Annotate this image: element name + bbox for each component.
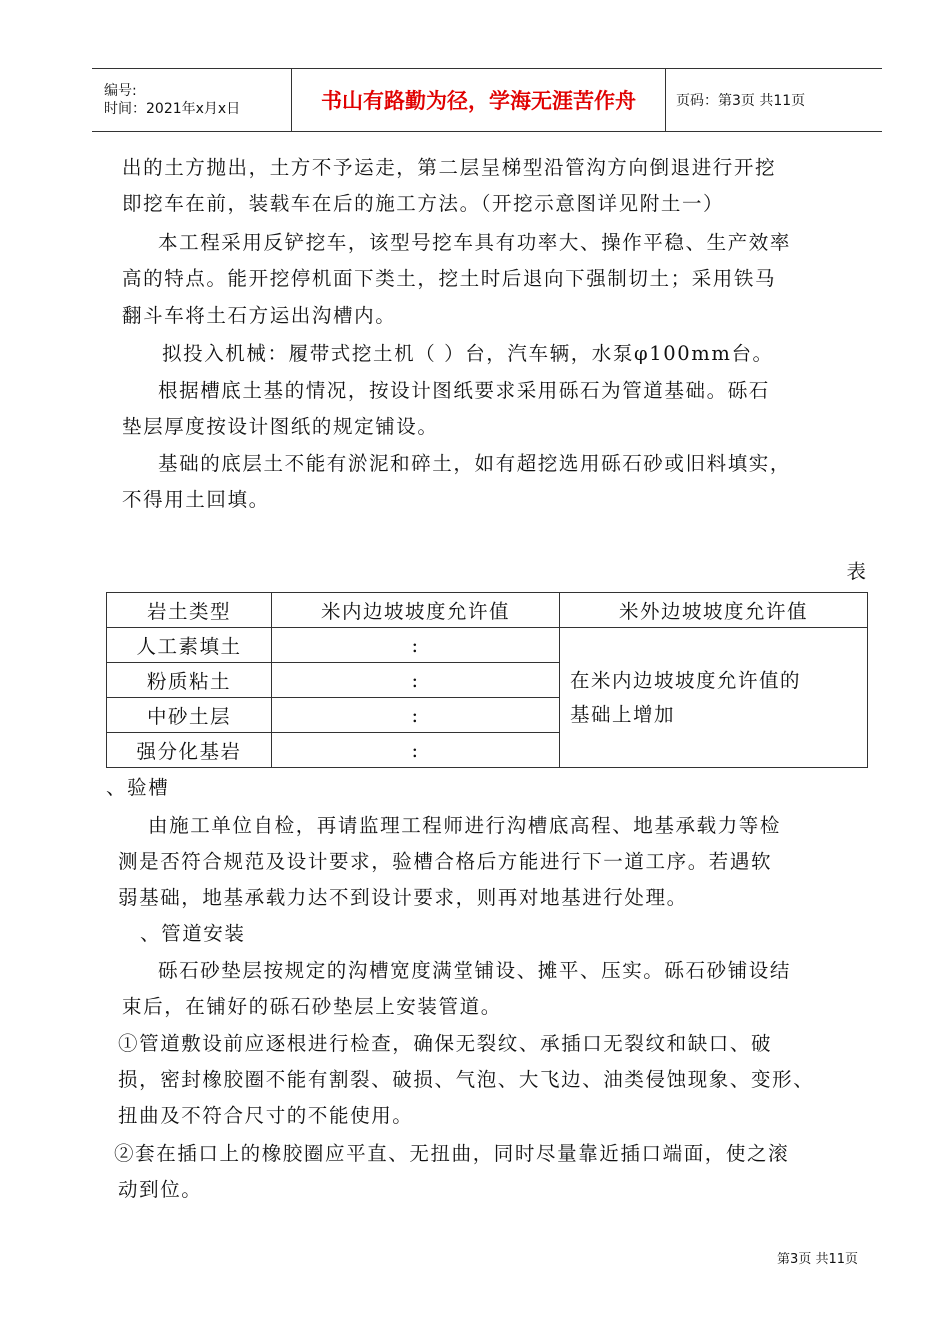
header-page-number <box>666 69 882 131</box>
header-page-text: 页码：第3页 共11页 <box>676 93 806 109</box>
paragraph-line: 损，密封橡胶圈不能有割裂、破损、气泡、大飞边、油类侵蚀现象、变形、 <box>118 1068 815 1091</box>
paragraph-line: 测是否符合规范及设计要求，验槽合格后方能进行下一道工序。若遇软 <box>118 850 773 873</box>
column-header: 米内边坡坡度允许值 <box>272 593 560 628</box>
paragraph-line: 束后，在铺好的砾石砂垫层上安装管道。 <box>122 995 502 1018</box>
inner-slope-cell: : <box>272 663 560 698</box>
paragraph-line: 基础的底层土不能有淤泥和碎土，如有超挖选用砾石砂或旧料填实， <box>158 452 792 475</box>
soil-type-cell: 人工素填土 <box>107 628 272 663</box>
paragraph-line: 垫层厚度按设计图纸的规定铺设。 <box>122 415 439 438</box>
paragraph-line: 即挖车在前，装载车在后的施工方法。（开挖示意图详见附土一） <box>122 192 725 215</box>
soil-type-cell: 强分化基岩 <box>107 733 272 768</box>
slope-table <box>106 592 868 768</box>
merged-note-cell <box>560 628 868 768</box>
paragraph-line: 弱基础，地基承载力达不到设计要求，则再对地基进行处理。 <box>118 886 688 909</box>
paragraph-line: 不得用土回填。 <box>122 488 270 511</box>
header-meta <box>92 69 292 131</box>
paragraph-line: 扭曲及不符合尺寸的不能使用。 <box>118 1104 414 1127</box>
soil-type-cell: 粉质粘土 <box>107 663 272 698</box>
header-motto <box>292 69 666 131</box>
paragraph-line: 拟投入机械：履带式挖土机（ ）台，汽车辆，水泵φ100mm台。 <box>162 342 774 365</box>
inner-slope-cell: : <box>272 628 560 663</box>
section-heading: 、验槽 <box>106 776 170 799</box>
paragraph-line: 由施工单位自检，再请监理工程师进行沟槽底高程、地基承载力等检 <box>148 814 782 837</box>
page-footer: 第3页 共11页 <box>777 1252 858 1267</box>
table-row <box>107 628 868 663</box>
table-header-row <box>107 593 868 628</box>
paragraph-line: ①管道敷设前应逐根进行检查，确保无裂纹、承插口无裂纹和缺口、破 <box>118 1032 773 1055</box>
paragraph-line: 动到位。 <box>118 1178 203 1201</box>
paragraph-line: 出的土方抛出，土方不予运走，第二层呈梯型沿管沟方向倒退进行开挖 <box>122 156 777 179</box>
paragraph-line: 根据槽底土基的情况，按设计图纸要求采用砾石为管道基础。砾石 <box>158 379 770 402</box>
merged-note-line: 在米内边坡坡度允许值的 <box>570 668 802 692</box>
column-header: 岩土类型 <box>107 593 272 628</box>
section-heading: 、管道安装 <box>140 922 246 945</box>
inner-slope-cell: : <box>272 698 560 733</box>
page-header <box>92 68 882 132</box>
table-label: 表 <box>846 560 866 583</box>
paragraph-line: 砾石砂垫层按规定的沟槽宽度满堂铺设、摊平、压实。砾石砂铺设结 <box>158 959 792 982</box>
paragraph-line: 本工程采用反铲挖车，该型号挖车具有功率大、操作平稳、生产效率 <box>158 231 792 254</box>
soil-type-cell: 中砂土层 <box>107 698 272 733</box>
paragraph-line: 翻斗车将土石方运出沟槽内。 <box>122 304 397 327</box>
motto-text: 书山有路勤为径，学海无涯苦作舟 <box>321 89 636 113</box>
document-time: 时间：2021年x月x日 <box>104 101 241 117</box>
merged-note-line: 基础上增加 <box>570 702 676 726</box>
inner-slope-cell: : <box>272 733 560 768</box>
paragraph-line: ②套在插口上的橡胶圈应平直、无扭曲，同时尽量靠近插口端面，使之滚 <box>114 1142 790 1165</box>
column-header: 米外边坡坡度允许值 <box>560 593 868 628</box>
document-number: 编号: <box>104 83 137 99</box>
paragraph-line: 高的特点。能开挖停机面下类土，挖土时后退向下强制切土；采用铁马 <box>122 267 777 290</box>
